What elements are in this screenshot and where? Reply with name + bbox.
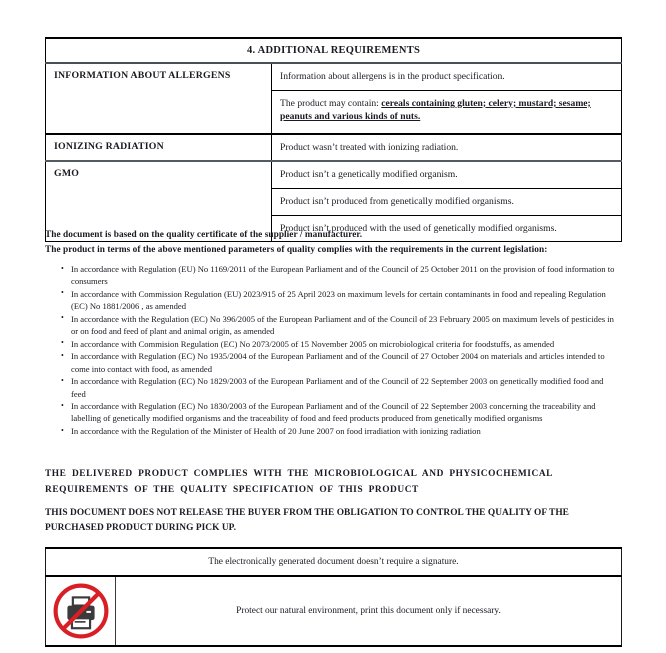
allergens-prefix: The product may contain:: [280, 97, 382, 109]
table-row-ionizing-radiation: [46, 134, 622, 162]
compliance-statement-line-2: REQUIREMENTS OF THE QUALITY SPECIFICATION OF THIS PRODUCT: [45, 484, 419, 495]
table-header-row: [46, 38, 622, 63]
list-item: • In accordance with the Regulation of the Minister of Health of 20 June 2007 on food irradiation with ionizing radiation: [60, 425, 615, 437]
compliance-statement-line-1: THE DELIVERED PRODUCT COMPLIES WITH THE MICROBIOLOGICAL AND PHYSICOCHEMICAL: [45, 469, 553, 479]
regulations-list: [60, 263, 615, 438]
intro-line-2: The product in terms of the above mentioned parameters of quality complies with the requirements in the current legislation:: [45, 245, 548, 256]
row-label-allergens: INFORMATION ABOUT ALLERGENS: [46, 63, 272, 134]
table-row-allergens: [46, 63, 622, 90]
table-title: 4. ADDITIONAL REQUIREMENTS: [46, 38, 622, 63]
list-item: • In accordance with Regulation (EC) No 1829/2003 of the European Parliament and of the Council of 22 September 2003 on genetically modified food and feed: [60, 375, 615, 399]
gmo-value-1: Product isn’t a genetically modified organism.: [272, 161, 622, 188]
eco-note: Protect our natural environment, print this document only if necessary.: [116, 576, 622, 646]
intro-paragraph: [45, 228, 623, 258]
no-print-icon-cell: [46, 576, 116, 646]
gmo-value-2: Product isn’t produced from genetically modified organisms.: [272, 189, 622, 216]
allergens-emphasis: cereals containing gluten; celery; mustard; sesame; peanuts and various kinds of nuts.: [280, 97, 591, 123]
footer-eco-row: [46, 576, 622, 646]
list-item: • In accordance with Regulation (EU) No 1169/2011 of the European Parliament and of the Council of 25 October 2011 on the provision of food information to consumers: [60, 263, 615, 287]
list-item: • In accordance with the Regulation (EC) No 396/2005 of the European Parliament and of the Council of 23 February 2005 on maximum levels of pesticides in or on food and feed of plant and animal origin, as amended: [60, 313, 615, 337]
allergens-value-1: Information about allergens is in the product specification.: [272, 63, 622, 90]
footer-table: [45, 547, 622, 647]
ionizing-radiation-value: Product wasn’t treated with ionizing radiation.: [272, 134, 622, 162]
list-item: • In accordance with Regulation (EC) No 1935/2004 of the European Parliament and of the Council of 27 October 2004 on materials and articles intended to come into contact with food, as amended: [60, 350, 615, 374]
obligation-statement: THIS DOCUMENT DOES NOT RELEASE THE BUYER FROM THE OBLIGATION TO CONTROL THE QUALITY OF THE PURCHASED PRODUCT DURING PICK UP.: [45, 508, 569, 534]
allergens-value-2: [272, 90, 622, 134]
footer-signature-row: [46, 548, 622, 576]
compliance-statement: [45, 467, 623, 498]
row-label-gmo: GMO: [46, 161, 272, 241]
additional-requirements-table: [45, 37, 622, 242]
signature-note: The electronically generated document doesn’t require a signature.: [46, 548, 622, 576]
list-item: • In accordance with Regulation (EC) No 1830/2003 of the European Parliament and of the Council of 22 September 2003 concerning the traceability and labelling of genetically modified organisms and the traceability of food and feed products produced from genetically modified organisms: [60, 400, 615, 424]
row-label-ionizing-radiation: IONIZING RADIATION: [46, 134, 272, 162]
intro-line-1: The document is based on the quality certificate of the supplier / manufacturer.: [45, 230, 363, 240]
list-item: • In accordance with Commission Regulation (EU) 2023/915 of 25 April 2023 on maximum levels for certain contaminants in food and repealing Regulation (EC) No 1881/2006 , as amended: [60, 288, 615, 312]
list-item: • In accordance with Commision Regulation (EC) No 2073/2005 of 15 November 2005 on microbiological criteria for foodstuffs, as amended: [60, 338, 615, 350]
gmo-value-3: Product isn’t produced with the used of genetically modified organisms.: [272, 215, 622, 242]
table-row-gmo: [46, 161, 622, 188]
no-print-icon: [52, 582, 110, 640]
